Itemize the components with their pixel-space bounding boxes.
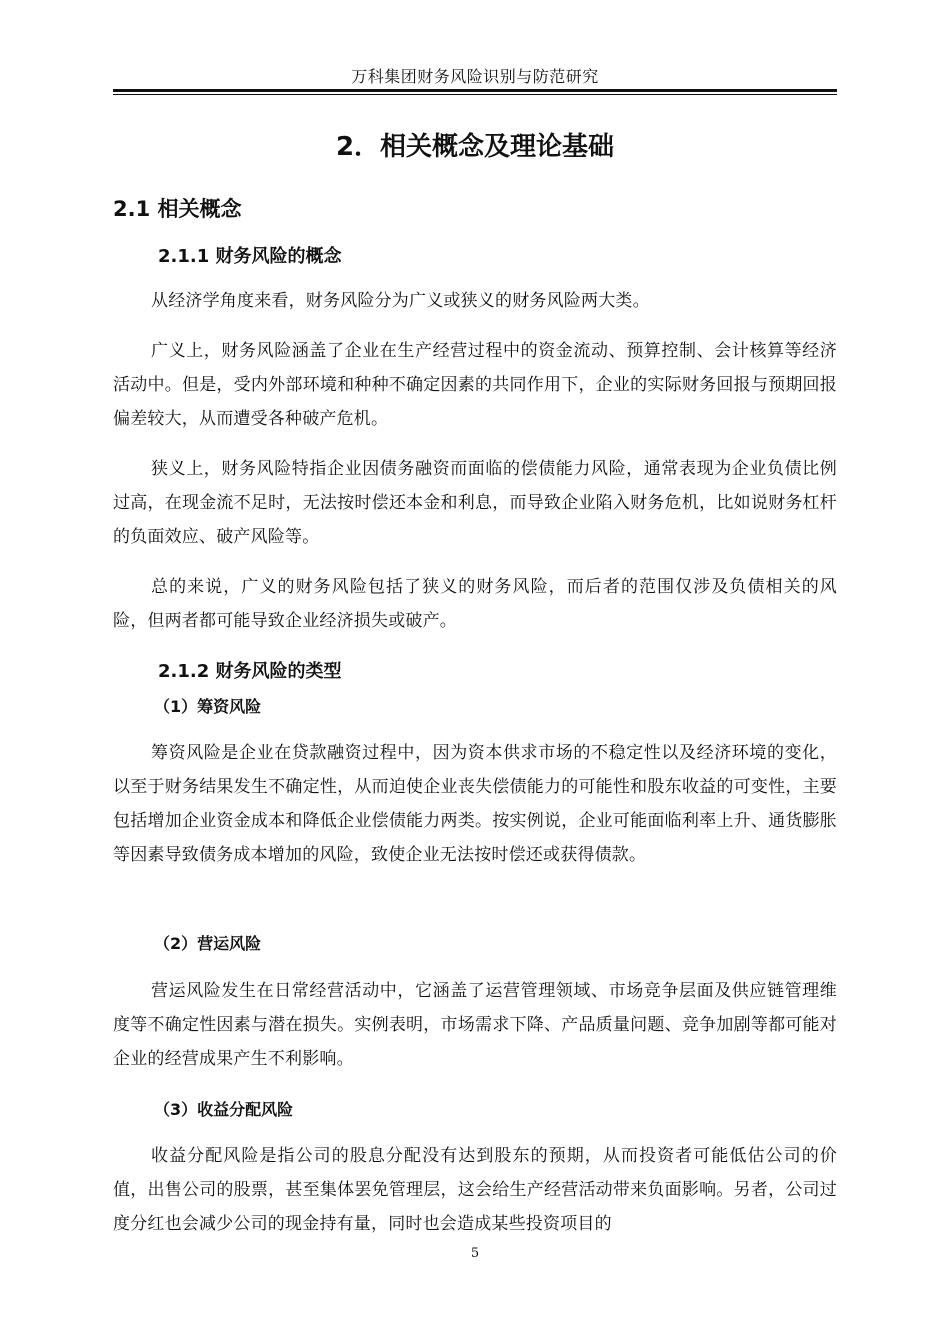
paragraph: 狭义上，财务风险特指企业因债务融资而面临的偿债能力风险，通常表现为企业负债比例过高，在现金流不足时，无法按时偿还本金和利息，而导致企业陷入财务危机，比如说财务杠杆的负面效应、破产风险等。 (113, 459, 837, 547)
paragraph: 总的来说，广义的财务风险包括了狭义的财务风险，而后者的范围仅涉及负债相关的风险，但两者都可能导致企业经济损失或破产。 (113, 577, 837, 631)
paragraph: 营运风险发生在日常经营活动中，它涵盖了运营管理领域、市场竞争层面及供应链管理维度等不确定性因素与潜在损失。实例表明，市场需求下降、产品质量问题、竞争加剧等都可能对企业的经营成果产生不利影响。 (113, 981, 837, 1069)
item-heading-operating-risk: （2）营运风险 (154, 934, 262, 953)
header-rule-thick (113, 89, 837, 92)
header-rule-thin (113, 94, 837, 95)
paragraph: 筹资风险是企业在贷款融资过程中，因为资本供求市场的不稳定性以及经济环境的变化，以至于财务结果发生不确定性，从而迫使企业丧失偿债能力的可能性和股东收益的可变性，主要包括增加企业资金成本和降低企业偿债能力两类。按实例说，企业可能面临利率上升、通货膨胀等因素导致债务成本增加的风险，致使企业无法按时偿还或获得债款。 (113, 743, 837, 865)
item-heading-distribution-risk: （3）收益分配风险 (154, 1100, 294, 1119)
section-heading: 2.1 相关概念 (113, 197, 242, 221)
running-header-title: 万科集团财务风险识别与防范研究 (351, 67, 599, 86)
paragraph: 收益分配风险是指公司的股息分配没有达到股东的预期，从而投资者可能低估公司的价值，出售公司的股票，甚至集体罢免管理层，这会给生产经营活动带来负面影响。另者，公司过度分红也会减少公司的现金持有量，同时也会造成某些投资项目的 (113, 1146, 837, 1234)
subsection-heading-types: 2.1.2 财务风险的类型 (158, 661, 342, 682)
subsection-heading-concept: 2.1.1 财务风险的概念 (158, 246, 342, 267)
paragraph: 广义上，财务风险涵盖了企业在生产经营过程中的资金流动、预算控制、会计核算等经济活动中。但是，受内外部环境和种种不确定因素的共同作用下，企业的实际财务回报与预期回报偏差较大，从而遭受各种破产危机。 (113, 341, 837, 429)
paragraph: 从经济学角度来看，财务风险分为广义或狭义的财务风险两大类。 (151, 291, 650, 311)
chapter-title: 2．相关概念及理论基础 (335, 132, 615, 162)
page-number: 5 (470, 1246, 480, 1261)
item-heading-financing-risk: （1）筹资风险 (154, 697, 262, 716)
